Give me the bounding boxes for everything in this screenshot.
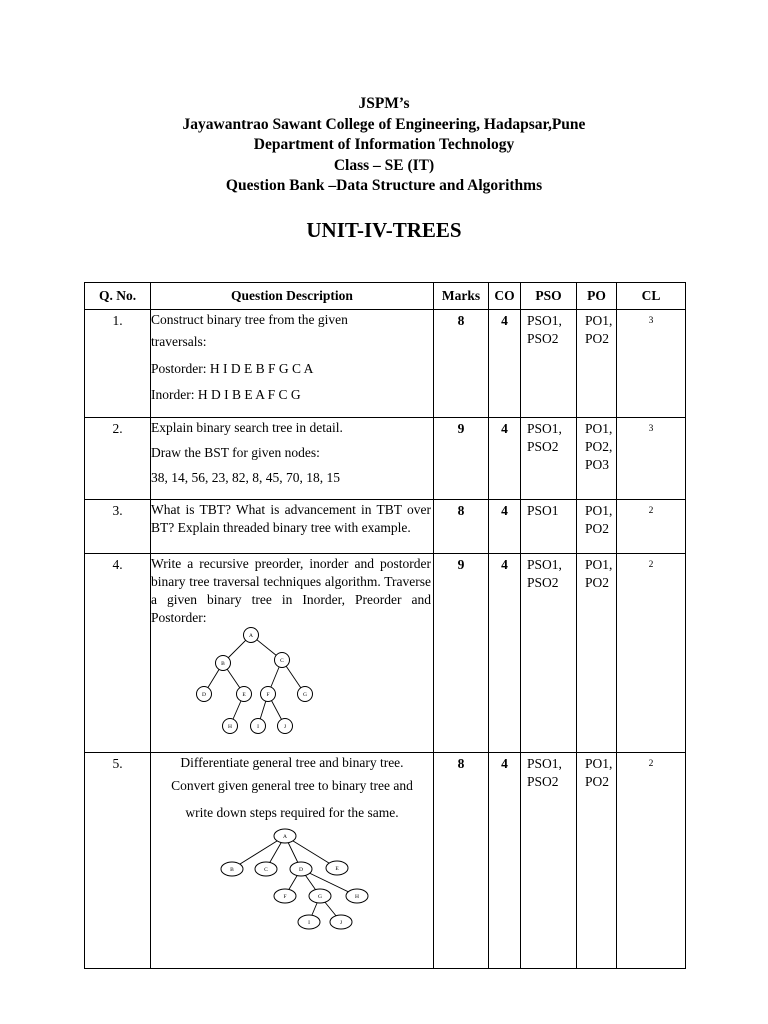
svg-text:A: A [283,834,287,840]
svg-text:E: E [242,692,246,698]
pso-cell [521,500,577,554]
table-header-row [85,283,686,310]
tree-node [237,687,252,702]
po-cell [577,554,617,753]
tree-node [298,915,320,929]
question-text-line: Construct binary tree from the given [151,312,348,327]
pso-value: PSO1, [527,557,562,572]
pso-value: PSO2 [527,774,559,789]
question-text-line: Explain binary search tree in detail. [151,420,343,435]
question-number: 1. [85,310,151,418]
tree-node [298,687,313,702]
institution-short-name: JSPM’s [358,95,410,112]
pso-value: PSO1 [527,503,559,518]
marks-cell: 8 [434,500,489,554]
tree-node [278,719,293,734]
tree-node [274,889,296,903]
pso-value: PSO2 [527,439,559,454]
question-text-line: write down steps required for the same. [185,805,399,820]
question-number: 5. [85,753,151,969]
po-value: PO2 [585,774,610,789]
table-row [85,310,686,418]
svg-text:F: F [266,692,270,698]
document-header [0,94,768,197]
po-value: PO2 [585,331,610,346]
po-cell [577,753,617,969]
po-value: PO3 [585,457,610,472]
po-cell [577,310,617,418]
department-name: Department of Information Technology [253,136,515,153]
table-row [85,500,686,554]
binary-tree-diagram [151,627,434,745]
question-description [151,753,434,969]
po-value: PO1, [585,756,613,771]
pso-value: PSO1, [527,756,562,771]
column-header-co: CO [489,283,521,310]
po-value: PO1, [585,503,613,518]
general-tree-diagram [151,826,434,936]
question-text-line: Differentiate general tree and binary tree. [180,755,404,770]
question-text-line: Draw the BST for given nodes: [151,445,320,460]
svg-text:B: B [221,661,225,667]
tree-node [251,719,266,734]
svg-text:F: F [283,894,287,900]
pso-value: PSO2 [527,575,559,590]
tree-node [346,889,368,903]
pso-value: PSO1, [527,313,562,328]
pso-cell [521,310,577,418]
question-text: What is TBT? What is advancement in TBT over BT? Explain threaded binary tree with example. [151,502,431,535]
svg-text:C: C [280,658,284,664]
marks-cell: 8 [434,753,489,969]
svg-text:J: J [283,724,287,730]
co-cell: 4 [489,500,521,554]
table-row [85,554,686,753]
po-value: PO2 [585,521,610,536]
question-description [151,418,434,500]
svg-text:A: A [249,633,253,639]
question-table [84,282,686,969]
svg-text:I: I [257,724,259,730]
marks-cell: 9 [434,418,489,500]
question-number: 2. [85,418,151,500]
column-header-pso: PSO [521,283,577,310]
po-value: PO1, [585,557,613,572]
question-text-line: 38, 14, 56, 23, 82, 8, 45, 70, 18, 15 [151,470,340,485]
unit-title: UNIT-IV-TREES [306,218,462,242]
pso-value: PSO2 [527,331,559,346]
tree-node [309,889,331,903]
column-header-description: Question Description [151,283,434,310]
po-value: PO1, [585,421,613,436]
svg-text:G: G [303,692,307,698]
cl-cell: 2 [617,753,686,969]
question-number: 4. [85,554,151,753]
question-description [151,554,434,753]
column-header-cl: CL [617,283,686,310]
svg-text:H: H [355,894,359,900]
tree-node [223,719,238,734]
tree-node [326,861,348,875]
svg-text:I: I [308,920,310,926]
tree-node [290,862,312,876]
question-text-line: traversals: [151,334,207,349]
co-cell: 4 [489,753,521,969]
po-value: PO2, [585,439,613,454]
marks-cell: 9 [434,554,489,753]
po-cell [577,500,617,554]
cl-cell: 2 [617,500,686,554]
pso-cell [521,753,577,969]
question-bank-title: Question Bank –Data Structure and Algorithms [225,177,543,194]
tree-node [221,862,243,876]
svg-text:J: J [339,920,343,926]
svg-text:H: H [228,724,232,730]
question-description [151,500,434,554]
pso-cell [521,554,577,753]
svg-text:E: E [335,866,339,872]
svg-text:C: C [264,867,268,873]
tree-node [275,653,290,668]
svg-text:G: G [318,894,322,900]
table-row [85,418,686,500]
cl-cell: 2 [617,554,686,753]
co-cell: 4 [489,310,521,418]
table-row [85,753,686,969]
marks-cell: 8 [434,310,489,418]
cl-cell: 3 [617,418,686,500]
tree-node [216,656,231,671]
svg-text:D: D [202,692,206,698]
college-name: Jayawantrao Sawant College of Engineering, Hadapsar,Pune [182,115,586,133]
co-cell: 4 [489,554,521,753]
cl-cell: 3 [617,310,686,418]
svg-text:D: D [299,867,303,873]
po-cell [577,418,617,500]
question-text-line: Postorder: H I D E B F G C A [151,360,314,376]
question-description [151,310,434,418]
question-text-line: Convert given general tree to binary tree and [171,778,413,793]
co-cell: 4 [489,418,521,500]
tree-node [330,915,352,929]
column-header-marks: Marks [434,283,489,310]
po-value: PO1, [585,313,613,328]
question-text-line: Inorder: H D I B E A F C G [151,387,301,402]
tree-node [244,628,259,643]
tree-node [261,687,276,702]
pso-cell [521,418,577,500]
tree-node [255,862,277,876]
column-header-po: PO [577,283,617,310]
pso-value: PSO1, [527,421,562,436]
class-name: Class – SE (IT) [333,156,435,174]
po-value: PO2 [585,575,610,590]
tree-node [274,829,296,843]
column-header-qno: Q. No. [85,283,151,310]
question-number: 3. [85,500,151,554]
tree-node [197,687,212,702]
svg-text:B: B [230,867,234,873]
question-text: Write a recursive preorder, inorder and postorder binary tree traversal techniques algorithm. Traverse a given binary tree in Inorder, Preorder and Postorder: [151,556,431,625]
